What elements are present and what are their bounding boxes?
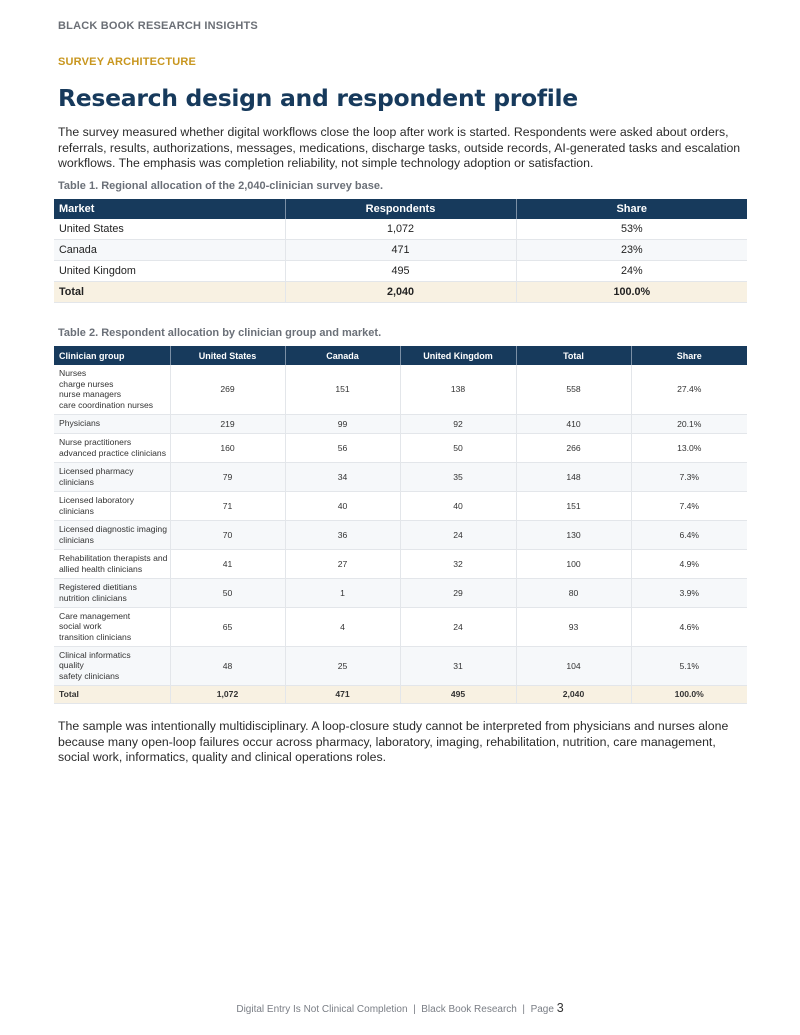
table2-header-group: Clinician group <box>54 346 170 365</box>
clinician-group-cell <box>54 578 170 607</box>
table-row <box>54 646 747 685</box>
table-cell: 23% <box>516 240 747 261</box>
table-row <box>54 549 747 578</box>
table-cell: 2,040 <box>285 281 516 302</box>
footer-separator: | <box>519 1004 528 1015</box>
clinician-group-line: Nurses <box>59 368 87 379</box>
table2-caption: Table 2. Respondent allocation by clinician group and market. <box>58 327 382 339</box>
table1-total-row <box>54 281 747 302</box>
clinician-group-line: clinicians <box>59 476 94 487</box>
table-cell: 558 <box>516 365 631 414</box>
clinician-group-line: Licensed pharmacy <box>59 466 134 477</box>
section-label: SURVEY ARCHITECTURE <box>58 56 197 68</box>
table-cell: 92 <box>400 414 516 433</box>
table-cell: 104 <box>516 646 631 685</box>
page-footer <box>0 1001 800 1015</box>
table2-header-uk: United Kingdom <box>400 346 516 365</box>
clinician-group-line: social work <box>59 621 102 632</box>
table-cell: 6.4% <box>631 520 747 549</box>
table-cell: 50 <box>170 578 285 607</box>
footer-separator: | <box>410 1004 419 1015</box>
clinician-group-line: nutrition clinicians <box>59 592 127 603</box>
clinician-group-cell <box>54 365 170 414</box>
clinician-group-cell <box>54 520 170 549</box>
table-row <box>54 365 747 414</box>
page-title: Research design and respondent profile <box>58 84 578 112</box>
table-cell: 7.3% <box>631 462 747 491</box>
regional-allocation-table <box>54 199 747 303</box>
clinician-group-line: Registered dietitians <box>59 582 137 593</box>
table-cell: United Kingdom <box>54 261 285 282</box>
table-cell: 13.0% <box>631 433 747 462</box>
table-cell: 53% <box>516 219 747 240</box>
table-cell: 40 <box>400 491 516 520</box>
table-cell: 138 <box>400 365 516 414</box>
table-cell: 71 <box>170 491 285 520</box>
table-cell: 100.0% <box>631 685 747 703</box>
table-row <box>54 414 747 433</box>
table-cell: 35 <box>400 462 516 491</box>
clinician-group-line: allied health clinicians <box>59 563 143 574</box>
table-cell: 266 <box>516 433 631 462</box>
table-cell: Total <box>54 685 170 703</box>
table-cell: 148 <box>516 462 631 491</box>
table-cell: 80 <box>516 578 631 607</box>
clinician-group-cell <box>54 414 170 433</box>
clinician-group-line: care coordination nurses <box>59 399 154 410</box>
table-cell: 40 <box>285 491 400 520</box>
table2-header-us: United States <box>170 346 285 365</box>
closing-paragraph: The sample was intentionally multidisciplinary. A loop-closure study cannot be interpreted from physicians and nurses alone because many open-loop failures occur across pharmacy, laboratory, imaging, rehabilitation, nutrition, care management, social work, informatics, quality and clinical operations roles. <box>58 719 729 764</box>
table1-header-market: Market <box>54 199 285 219</box>
table-cell: 7.4% <box>631 491 747 520</box>
intro-paragraph: The survey measured whether digital workflows close the loop after work is started. Respondents were asked about orders, referrals, results, authorizations, messages, medications, discharge tasks, outside records, AI-generated tasks and escalation workflows. The emphasis was completion reliability, not simple technology adoption or satisfaction. <box>58 125 741 170</box>
table-cell: 151 <box>516 491 631 520</box>
table2-header-row <box>54 346 747 365</box>
table-cell: 79 <box>170 462 285 491</box>
table-row <box>54 261 747 282</box>
table-row <box>54 462 747 491</box>
table-row <box>54 491 747 520</box>
clinician-group-line: quality <box>59 660 84 671</box>
clinician-group-line: safety clinicians <box>59 670 120 681</box>
table-row <box>54 433 747 462</box>
table-cell: 27.4% <box>631 365 747 414</box>
table-cell: Total <box>54 281 285 302</box>
clinician-allocation-table <box>54 346 747 704</box>
clinician-group-line: Nurse practitioners <box>59 437 132 448</box>
table-cell: 3.9% <box>631 578 747 607</box>
clinician-group-cell <box>54 646 170 685</box>
table-cell: 495 <box>400 685 516 703</box>
table-cell: 27 <box>285 549 400 578</box>
table-cell: 29 <box>400 578 516 607</box>
table-cell: 24 <box>400 607 516 646</box>
table2-total-row <box>54 685 747 703</box>
table-cell: 34 <box>285 462 400 491</box>
table-cell: 99 <box>285 414 400 433</box>
table-cell: 1 <box>285 578 400 607</box>
table-cell: 4.9% <box>631 549 747 578</box>
clinician-group-cell <box>54 462 170 491</box>
table-row <box>54 607 747 646</box>
clinician-group-line: Rehabilitation therapists and <box>59 553 168 564</box>
table-cell: 25 <box>285 646 400 685</box>
table-cell: 24 <box>400 520 516 549</box>
table2-header-share: Share <box>631 346 747 365</box>
table-cell: 130 <box>516 520 631 549</box>
clinician-group-line: clinicians <box>59 534 94 545</box>
clinician-group-line: Care management <box>59 610 131 621</box>
table-cell: 48 <box>170 646 285 685</box>
table-cell: 4 <box>285 607 400 646</box>
table-cell: 1,072 <box>170 685 285 703</box>
table2-header-canada: Canada <box>285 346 400 365</box>
clinician-group-line: Licensed laboratory <box>59 495 135 506</box>
table-cell: 100 <box>516 549 631 578</box>
table-row <box>54 520 747 549</box>
clinician-group-cell <box>54 491 170 520</box>
footer-publisher: Black Book Research <box>421 1004 517 1015</box>
table-row <box>54 219 747 240</box>
footer-doc-title: Digital Entry Is Not Clinical Completion <box>236 1004 408 1015</box>
clinician-group-line: advanced practice clinicians <box>59 447 167 458</box>
clinician-group-line: Licensed diagnostic imaging <box>59 524 167 535</box>
table-cell: Canada <box>54 240 285 261</box>
clinician-group-line: nurse managers <box>59 389 122 400</box>
table-cell: 70 <box>170 520 285 549</box>
clinician-group-line: charge nurses <box>59 378 114 389</box>
footer-page-label: Page <box>530 1004 554 1015</box>
table-cell: 160 <box>170 433 285 462</box>
table-cell: 471 <box>285 685 400 703</box>
table-cell: 36 <box>285 520 400 549</box>
table-row <box>54 578 747 607</box>
table-cell: 269 <box>170 365 285 414</box>
table-cell: 56 <box>285 433 400 462</box>
table1-caption: Table 1. Regional allocation of the 2,040-clinician survey base. <box>58 180 384 192</box>
table-cell: 151 <box>285 365 400 414</box>
table1-header-row <box>54 199 747 219</box>
clinician-group-cell <box>54 433 170 462</box>
clinician-group-line: clinicians <box>59 505 94 516</box>
clinician-group-cell <box>54 549 170 578</box>
table-cell: 100.0% <box>516 281 747 302</box>
table-cell: 31 <box>400 646 516 685</box>
table-cell: 93 <box>516 607 631 646</box>
table-cell: 24% <box>516 261 747 282</box>
table-cell: 32 <box>400 549 516 578</box>
table-cell: 495 <box>285 261 516 282</box>
table-cell: 65 <box>170 607 285 646</box>
table-row <box>54 240 747 261</box>
table-cell: 5.1% <box>631 646 747 685</box>
table-cell: 50 <box>400 433 516 462</box>
table2-header-total: Total <box>516 346 631 365</box>
table-cell: United States <box>54 219 285 240</box>
clinician-group-line: transition clinicians <box>59 631 132 642</box>
clinician-group-line: Physicians <box>59 418 101 429</box>
brand-header: BLACK BOOK RESEARCH INSIGHTS <box>58 20 258 32</box>
clinician-group-line: Clinical informatics <box>59 649 131 660</box>
table-cell: 2,040 <box>516 685 631 703</box>
table-cell: 410 <box>516 414 631 433</box>
table-cell: 4.6% <box>631 607 747 646</box>
table-cell: 20.1% <box>631 414 747 433</box>
page-number: 3 <box>556 1001 564 1015</box>
clinician-group-cell <box>54 607 170 646</box>
table-cell: 471 <box>285 240 516 261</box>
table1-header-share: Share <box>516 199 747 219</box>
table-cell: 1,072 <box>285 219 516 240</box>
table-cell: 219 <box>170 414 285 433</box>
table-cell: 41 <box>170 549 285 578</box>
table1-header-respondents: Respondents <box>285 199 516 219</box>
